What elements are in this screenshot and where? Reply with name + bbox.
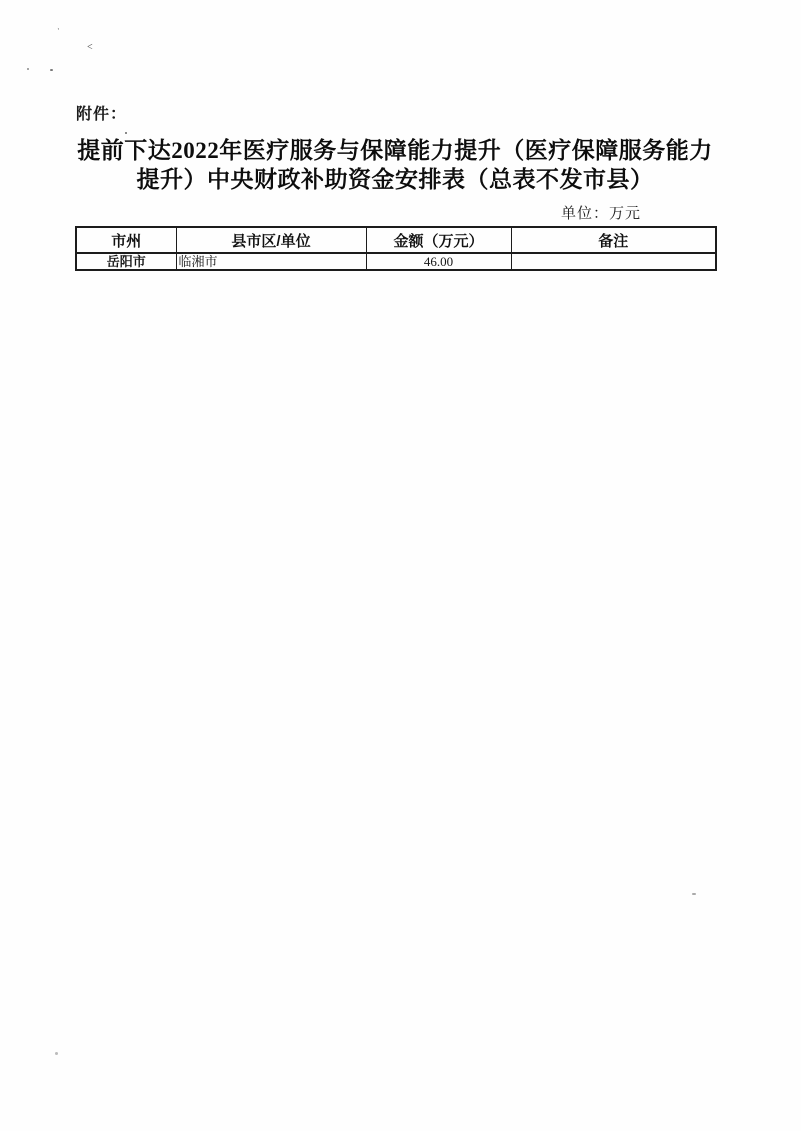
cell-city: 岳阳市 — [76, 253, 176, 270]
scan-speck — [50, 69, 53, 71]
allocation-table — [75, 226, 717, 271]
column-header-note: 备注 — [511, 227, 716, 253]
document-title — [70, 136, 720, 194]
table-header-row — [76, 227, 716, 253]
scan-speck — [125, 132, 127, 134]
cell-note — [511, 253, 716, 270]
document-title-line1: 提前下达2022年医疗服务与保障能力提升（医疗保障服务能力 — [77, 138, 713, 163]
attachment-label: 附件： — [76, 106, 128, 123]
scan-speck — [27, 68, 29, 70]
unit-label: 单位：万元 — [560, 206, 641, 222]
column-header-amount: 金额（万元） — [366, 227, 511, 253]
cell-amount: 46.00 — [366, 253, 511, 270]
column-header-county-unit: 县市区/单位 — [176, 227, 366, 253]
document-title-line2: 提升）中央财政补助资金安排表（总表不发市县） — [136, 167, 654, 192]
table-row — [76, 253, 716, 270]
scan-speck: ` — [52, 26, 61, 37]
column-header-city: 市州 — [76, 227, 176, 253]
scan-speck: < — [87, 42, 93, 53]
scan-speck — [692, 893, 696, 895]
cell-county: 临湘市 — [176, 253, 366, 270]
scan-speck — [55, 1052, 58, 1055]
